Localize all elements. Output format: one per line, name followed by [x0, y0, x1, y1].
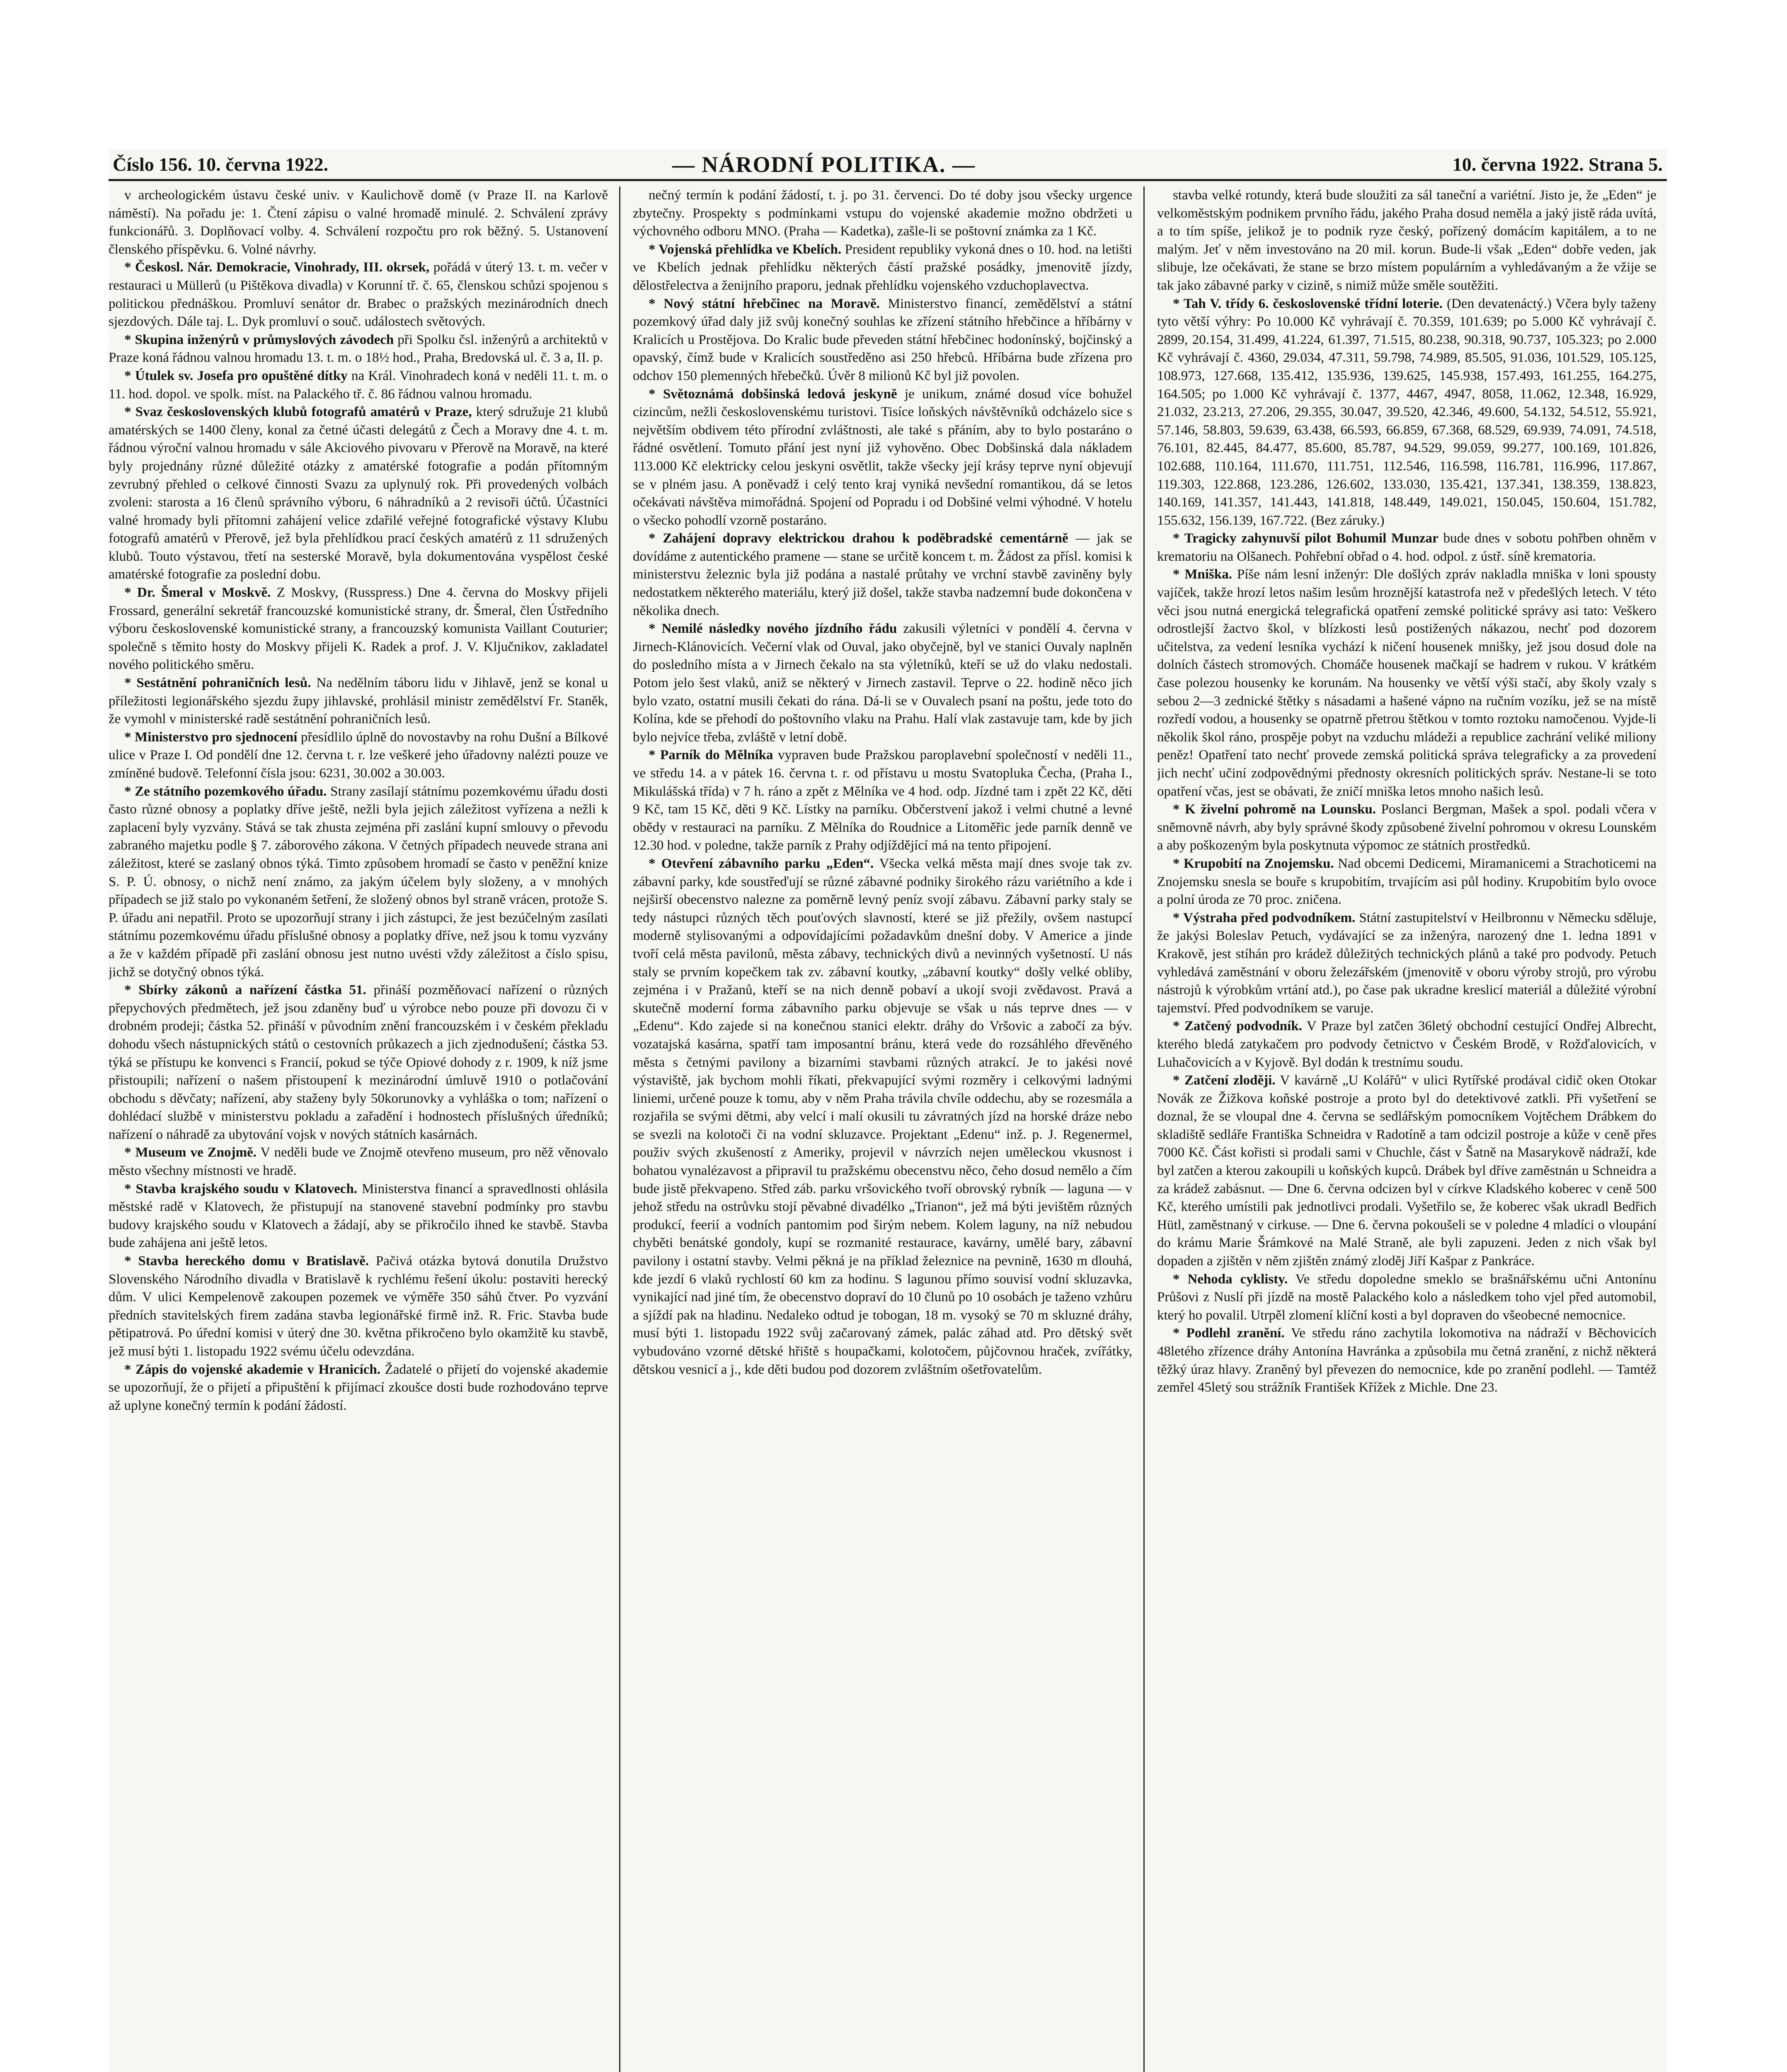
news-item-heading: * Podlehl zranění. [1173, 1326, 1285, 1341]
news-item-text: Ministerstva financí a spravedlnosti ohlásila městské radě v Klatovech, že přistupují na stanovené stavební podmínky pro stavbu budovy krajského soudu v Klatovech a žádají, aby se přikročilo ihned ke stavbě. Stavba bude zahájena ani ještě letos. [109, 1181, 608, 1251]
news-item [633, 295, 1132, 385]
news-item [109, 729, 608, 783]
news-item-text: je unikum, známé dosud více bohužel cizincům, nežli československému turistovi. Tisíce loňských návštěvníků odcházelo sice s největším obdivem této přírodní zvláštnosti, ale také s přáním, aby to bylo postaráno o řádné osvětlení. Tomuto přání jest nyní již vyhověno. Obec Dobšinská dala nákladem 113.000 Kč elektricky celou jeskyni osvětlit, takže všecky její krásy teprve nyní objevují se v plném jasu. A poněvadž i celý tento kraj vyniká nevšední romantikou, dá se letos očekávati návštěva mimořádná. Spojení od Popradu i od Dobšiné velmi výhodné. V hotelu o všecko pohodlí vzorně postaráno. [633, 386, 1132, 528]
news-item-text: bude dnes v sobotu pohřben ohněm v krematoriu na Olšanech. Pohřební obřad o 4. hod. odpol. z ústř. síně krematoria. [1157, 531, 1656, 564]
news-item-text: přesídlilo úplně do novostavby na rohu Dušní a Bílkové ulice v Praze I. Od pondělí dne 12. června t. r. lze veškeré jeho úřadovny nalézti pouze ve zmíněné budově. Telefonní čísla jsou: 6231, 30.002 a 30.003. [109, 729, 608, 781]
news-item [109, 1361, 608, 1415]
newspaper-page [109, 149, 1667, 2072]
news-item [109, 1144, 608, 1180]
news-item-heading: * Českosl. Nár. Demokracie, Vinohrady, III. okrsek, [124, 260, 430, 275]
news-item-heading: * Světoznámá dobšinská ledová jeskyně [649, 386, 897, 402]
news-item-heading: * Zahájení dopravy elektrickou drahou k poděbradské cementárně [649, 531, 1068, 546]
news-item-heading: * Sestátnění pohraničních lesů. [124, 675, 311, 691]
news-item [109, 367, 608, 403]
news-item-text: na Král. Vinohradech koná v neděli 11. t. m. o 11. hod. dopol. ve spolk. míst. na Palackého tř. č. 86 řádnou valnou hromadu. [109, 368, 608, 402]
news-item [109, 1180, 608, 1252]
news-item-heading: * Museum ve Znojmě. [124, 1145, 257, 1160]
column-2 [633, 186, 1132, 2072]
news-item-text: Nad obcemi Dedicemi, Miramanicemi a Strachoticemi na Znojemsku snesla se bouře s krupobitím, trvajícím asi půl hodiny. Krupobitím bylo ovoce a polní úroda ze 70 proc. zničena. [1157, 856, 1656, 908]
news-item-heading: * Výstraha před podvodníkem. [1173, 910, 1356, 925]
news-item-text: — jak se dovídáme z autentického pramene — stane se určitě koncem t. m. Žádost za přísl. komisi k ministerstvu železnic byla již podána a nastalé průtahy ve vrchní stavbě zaviněny byly nedostatkem některého materiálu, který již došel, takže stavba nadzemní bude dokončena v několika dnech. [633, 531, 1132, 618]
news-item [109, 259, 608, 331]
news-item [1157, 530, 1656, 566]
news-item [633, 186, 1132, 241]
news-item-text: President republiky vykoná dnes o 10. hod. na letišti ve Kbelích jednak přehlídku některých částí pražské posádky, jmenovitě jízdy, dělostřelectva a ženijního praporu, jednak přehlídku vojenského vzduchoplavectva. [633, 242, 1132, 293]
news-item [1157, 1271, 1656, 1325]
news-item [1157, 566, 1656, 801]
news-item-heading: * Parník do Mělníka [649, 748, 773, 763]
news-item-text: (Den devatenáctý.) Včera byly taženy tyto větší výhry: Po 10.000 Kč vyhrávají č. 70.359, 101.639; po 5.000 Kč vyhrávají č. 2899, 20.154, 31.499, 41.224, 61.397, 71.515, 80.238, 90.318, 90.737, 105.323; po 2.000 Kč vyhrávají č. 4360, 29.034, 47.311, 59.798, 74.989, 85.505, 91.036, 101.529, 105.125, 108.973, 127.668, 135.412, 135.936, 139.625, 145.938, 157.493, 161.255, 164.275, 164.505; po 1.000 Kč vyhrávají č. 1377, 4467, 4947, 8058, 11.062, 12.348, 16.929, 21.032, 23.213, 27.206, 29.355, 30.047, 39.520, 42.346, 49.600, 54.132, 54.512, 55.921, 57.146, 58.803, 59.639, 63.438, 66.593, 66.859, 67.368, 68.529, 69.939, 74.091, 74.518, 76.101, 82.445, 84.477, 85.600, 85.787, 94.529, 99.059, 99.277, 100.169, 101.826, 102.688, 110.164, 111.670, 111.751, 112.546, 116.598, 116.781, 116.996, 117.867, 119.303, 122.868, 123.286, 126.602, 133.030, 135.421, 137.341, 138.359, 138.823, 140.169, 141.357, 141.443, 141.818, 148.449, 149.021, 150.045, 150.604, 151.782, 155.632, 156.139, 167.722. (Bez záruky.) [1157, 296, 1656, 528]
news-item-heading: * Nový státní hřebčinec na Moravě. [649, 296, 880, 311]
news-item-heading: * Mniška. [1173, 567, 1232, 582]
header-rule [109, 179, 1667, 181]
page-header [109, 149, 1667, 182]
news-item-heading: * Skupina inženýrů v průmyslových závodech [124, 332, 394, 347]
news-item [1157, 1072, 1656, 1271]
news-item [633, 746, 1132, 855]
news-item-text: při Spolku čsl. inženýrů a architektů v Praze koná řádnou valnou hromadu 13. t. m. o 18½ hod., Praha, Bredovská ul. č. 3 a, II. p. [109, 332, 608, 366]
news-item [109, 1252, 608, 1361]
column-1 [109, 186, 608, 2072]
news-item-heading: * Ze státního pozemkového úřadu. [124, 784, 327, 799]
news-item-text: vypraven bude Pražskou paroplavební společností v neděli 11., ve středu 14. a v pátek 16. června t. r. od přístavu u mostu Svatopluka Čecha, (Praha I., Mikulášská třída) v 7 h. ráno a zpět z Mělníka ve 4 hod. odp. Jízdné tam i zpět 22 Kč, děti 9 Kč, tam 15 Kč, děti 9 Kč. Lístky na parníku. Občerstvení jakož i velmi chutné a levné obědy v restauraci na parníku. Z Mělníka do Roudnice a Litoměřic jede parník denně ve 12.30 hod. v poledne, takže parník z Prahy odjíždějící má na tento připojení. [633, 748, 1132, 853]
news-item [109, 331, 608, 367]
news-item [109, 981, 608, 1144]
date-page-number: 10. června 1922. Strana 5. [1452, 154, 1663, 175]
news-item-text: Státní zastupitelství v Heilbronnu v Německu sděluje, že jakýsi Boleslav Petuch, vydávající se za inženýra, narozený dne 1. ledna 1891 v Krakově, jest stíhán pro krádež důležitých technických plánů a také pro podvody. Petuch vyhledává zaměstnání v oboru železářském (jmenovitě v oboru výroby strojů, pro výrobu nástrojů k výrobkům vrtání atd.), po čase pak ukradne kreslicí materiál a důležité výrobní tajemství. Před podvodníkem se varuje. [1157, 910, 1656, 1016]
news-item-text: V kavárně „U Kolářů“ v ulici Rytířské prodával cidič oken Otokar Novák ze Žižkova koňské postroje a proto byl do detektivové zatkli. Při vyšetření se doznal, že se vloupal dne 4. června se sedlářským pomocníkem Vojtěchem Drábkem do skladiště sedláře Františka Schneidra v Radotíně a tam odcizil postroje a kůže v ceně přes 7000 Kč. Část kořisti si prodali sami v Chuchle, část v Šatně na Masarykově nádraží, kde byl zatčen a kterou zakoupili u koňských kupců. Drábek byl dříve zaměstnán u Schneidra a za krádež zabásnut. — Dne 6. června odcizen byl v církve Kladského koberec v ceně 500 Kč, kterého umístili pak jednotlivci prodali. Vyšetřilo se, že koberec však ukradl Bedřich Hütl, zaměstnaný v cirkuse. — Dne 6. června pokoušeli se v poledne 4 mladíci o vloupání do krámu Marie Šrámkové na Malé Straně, ale byli zapuzeni. Jeden z nich však byl dopaden a zjištěn v něm zjištěn známý zloděj Jiří Kašpar z Pankráce. [1157, 1073, 1656, 1269]
news-item [1157, 855, 1656, 909]
news-item [1157, 295, 1656, 530]
news-item [1157, 186, 1656, 295]
news-item-text: přináší pozměňovací nařízení o různých přepychových předmětech, jež jsou zdaněny buď u výrobce nebo pouze při dovozu či v drobném prodeji; částka 52. přináší v původním znění francouzském i v českém překladu dohodu všech nástupnických států o cestovních průkazech a jich zjednodušení; částka 53. týká se přístupu ke konvenci s Francií, pokud se týče Opiové dohody z r. 1909, k níž jsme přistoupili; nařízení o našem přistoupení k mezinárodní úmluvě 1910 o potlačování obchodu s děvčaty; nařízení, aby staženy byly 50korunovky a vyhláška o tom; nařízení o dohlédací službě v ministerstvu pokladu a zařadění i hodnostech příslušných úředníků; nařízení o náhradě za ubytování vojsk v nových státních kasárnách. [109, 983, 608, 1142]
news-item-text: nečný termín k podání žádostí, t. j. po 31. červenci. Do té doby jsou všecky urgence zbytečny. Prospekty s podmínkami vstupu do vojenské akademie možno obdržeti u výchovného odboru MNO. (Praha — Kadetka), zašle-li se poštovní známka za 1 Kč. [633, 188, 1132, 239]
news-item [633, 385, 1132, 530]
news-item-text: který sdružuje 21 klubů amatérských se 1400 členy, konal za četné účasti delegátů z Čech a Moravy dne 4. t. m. řádnou výroční valnou hromadu v sále Akciového pivovaru v Přerově na Moravě, na které byly projednány různé důležité otázky z amatérské fotografie a podán přítomným zevrubný přehled o celkové činnosti Svazu za uplynulý rok. Při provedených volbách zvoleni: starosta a 16 členů správního výboru, 6 náhradníků a 2 revisoři účtů. Účastníci valné hromady byli přítomni zahájení velice zdařilé veřejné fotografické výstavy Klubu fotografů amatérů v Přerově, jež byla přehlídkou prací českých amatérů z 11 sdružených klubů. Touto výstavou, třetí na sesterské Moravě, byla dokumentována vyspělost české amatérské fotografie za poslední dobu. [109, 404, 608, 582]
news-item [1157, 1017, 1656, 1072]
news-item-text: V neděli bude ve Znojmě otevřeno museum, pro něž věnovalo město všechny místnosti ve hradě. [109, 1145, 608, 1179]
news-item-heading: * Tragicky zahynuvší pilot Bohumil Munzar [1173, 531, 1438, 546]
news-item-text: pořádá v úterý 13. t. m. večer v restauraci u Müllerů (u Pištěkova divadla) v Korunní tř. č. 65, členskou schůzi spojenou s politickou přednáškou. Promluví senátor dr. Brabec o pražských mezinárodních dnech sjezdových. Dále taj. L. Dyk promluví o souč. událostech světových. [109, 260, 608, 329]
news-item-text: Pačivá otázka bytová donutila Družstvo Slovenského Národního divadla v Bratislavě k rychlému řešení úkolu: postaviti herecký dům. V ulici Kempelenově zakoupen pozemek ve výměře 350 sáhů čtver. Po vyzvání předních stavitelských firem zadána stavba legionářské firmě inž. R. Fric. Stavba bude pětipatrová. Po úřední komisi v úterý dne 30. května přikročeno bylo okamžitě ku stavbě, jež musí býti 1. listopadu 1922 svému účelu odevzdána. [109, 1254, 608, 1359]
news-item [633, 620, 1132, 746]
news-item-heading: * Zatčení zloději. [1173, 1073, 1276, 1088]
article-columns [109, 186, 1667, 2072]
news-item-text: Na nedělním táboru lidu v Jihlavě, jenž se konal u příležitosti legionářského sjezdu župy jihlavské, prohlásil ministr zemědělství Fr. Staněk, že vymohl v ministerské radě sestátnění pohraničních lesů. [109, 675, 608, 727]
news-item-heading: * Nehoda cyklisty. [1173, 1271, 1288, 1287]
column-divider [1143, 186, 1145, 2072]
news-item [1157, 801, 1656, 855]
news-item-heading: * Zatčený podvodník. [1173, 1019, 1302, 1034]
news-item [109, 674, 608, 729]
news-item-text: zakusili výletníci v pondělí 4. června v Jirnech-Klánovicích. Večerní vlak od Ouval, jako obyčejně, byl ve stanici Ouvaly naplněn do posledního místa a v Jirnech čekalo na sta výletníků, kteří se už do vlaku nedostali. Potom jelo šest vlaků, aniž se některý v Jirnech zastavil. Teprve o 22. hodině něco jich bylo vzato, ostatní musili čekati do rána. Dá-li se v Ouvalech psaní na poštu, jede toto do Kolína, kde se přehodí do poštovního vlaku na Prahu. Halí vlak zastavuje tam, kde by jich bylo nejvíce třeba, zvláště v letní době. [633, 621, 1132, 745]
news-item-heading: * Dr. Šmeral v Moskvě. [124, 585, 271, 600]
news-item-heading: * Stavba krajského soudu v Klatovech. [124, 1181, 358, 1196]
news-item-heading: * Krupobití na Znojemsku. [1173, 856, 1334, 871]
column-3 [1157, 186, 1656, 2072]
news-item [109, 584, 608, 674]
news-item-heading: * Stavba hereckého domu v Bratislavě. [124, 1254, 369, 1269]
news-item-heading: * Útulek sv. Josefa pro opuštěné dítky [124, 368, 348, 383]
news-item [1157, 909, 1656, 1018]
news-item-text: Ministerstvo financí, zemědělství a státní pozemkový úřad daly již svůj konečný souhlas ke zřízení státního hřebčince a hříbárny v Kralicích u Prostějova. Do Kralic bude převeden státní hřebčinec hodonínský, bojčinský a opavský, čímž bude v Kralicích soustředěno asi 250 hřebců. Hříbárna bude zřízena pro odchov 150 plemenných hřebečků. Úvěr 8 milionů Kč byl již povolen. [633, 296, 1132, 383]
news-item-text: Žadatelé o přijetí do vojenské akademie se upozorňují, že o přijetí a připuštění k přijímací zkoušce dosti bude rozhodováno teprve až uplyne konečný termín k podání žádostí. [109, 1362, 608, 1413]
column-divider [619, 186, 620, 2072]
news-item-text: stavba velké rotundy, která bude sloužiti za sál taneční a variétní. Jisto je, že „Eden“ je velkoměstským podnikem prvního řádu, jakého Praha dosud neměla a jaký jistě ráda uvítá, a to tím spíše, jelikož je to podnik ryze český, pořízený domácím kapitálem, a to ne malým. Jeť v něm investováno na 20 mil. korun. Bude-li však „Eden“ dobře veden, jak slibuje, lze očekávati, že stane se brzo místem populárním a vyhledávaným a že vžije se tak jako zábavné parky v cizině, s nimiž může směle soutěžiti. [1157, 188, 1656, 293]
news-item [109, 186, 608, 259]
news-item [1157, 1324, 1656, 1397]
news-item-heading: * Otevření zábavního parku „Eden“. [649, 856, 874, 871]
news-item-text: Ve středu ráno zachytila lokomotiva na nádraží v Běchovicích 48letého zřízence dráhy Antonína Havránka a způsobila mu četná zranění, z nichž některá těžký úraz hlavy. Zraněný byl převezen do nemocnice, kde po zranění podlehl. — Tamtéž zemřel 45letý sou strážník František Křížek z Michle. Dne 23. [1157, 1326, 1656, 1395]
news-item-heading: * K živelní pohromě na Lounsku. [1173, 802, 1376, 817]
news-item-text: Strany zasílají státnímu pozemkovému úřadu dosti často různé obnosy a poplatky dříve ještě, nežli byla jejich záležitost vyřízena a nežli k zaplacení byly vyzvány. Stává se tak zhusta zejména při zaslání kupní smlouvy o převodu zabraného majetku podle § 7. záborového zákona. V četných případech neuvede strana ani záležitost, které se zaslaný obnos týká. Timto způsobem hromadí se často v peněžní knize S. P. Ú. obnosy, o nichž není známo, za jakým účelem byly složeny, a v mnohých případech se již stalo po vykonaném šetření, že složený obnos byl straně vrácen, protože S. P. úřadu ani nepatřil. Proto se upozorňují strany i jich zástupci, že jest bezúčelným zasílati státnímu pozemkovému úřadu příslušné obnosy a poplatky dříve, než jsou k tomu vyzvány a že v každém případě při zaslání obnosu jest nutno uvésti vždy záležitost a číslo spisu, jichž se dotyčný obnos týká. [109, 784, 608, 980]
news-item-heading: * Zápis do vojenské akademie v Hranicích. [124, 1362, 380, 1377]
news-item-heading: * Sbírky zákonů a nařízení částka 51. [124, 983, 366, 998]
news-item-heading: * Ministerstvo pro sjednocení [124, 729, 298, 745]
news-item-heading: * Vojenská přehlídka ve Kbelích. [649, 242, 842, 257]
masthead-title: — NÁRODNÍ POLITIKA. — [672, 152, 976, 177]
news-item-heading: * Nemilé následky nového jízdního řádu [649, 621, 897, 637]
news-item-text: V Praze byl zatčen 36letý obchodní cestující Ondřej Albrecht, kterého bledá zatykačem pro podvody četnictvo v Českém Brodě, v Rožďalovicích, v Luhačovicích a v Kyjově. Byl dodán k trestnímu soudu. [1157, 1019, 1656, 1070]
news-item [109, 783, 608, 982]
news-item [633, 241, 1132, 295]
news-item-text: Poslanci Bergman, Mašek a spol. podali včera v sněmovně návrh, aby byly správné škody způsobené živelní pohromou v okresu Lounském a aby poškozeným byla poskytnuta výpomoc ze státních prostředků. [1157, 802, 1656, 853]
news-item-heading: * Svaz československých klubů fotografů amatérů v Praze, [124, 404, 472, 420]
news-item-text: Ve středu dopoledne smeklo se brašnářskému učni Antonínu Průšovi z Nuslí při jízdě na mostě Palackého kolo a následkem toho vjel před automobil, který ho povalil. Utrpěl zlomení klíční kosti a byl dopraven do všeobecné nemocnice. [1157, 1271, 1656, 1323]
news-item-text: Píše nám lesní inženýr: Dle došlých zpráv nakladla mniška v loni spousty vajíček, takže hrozí letos našim lesům hroznější katastrofa než v předešlých letech. V této věci jsou nutná energická telegrafická opatření zemské politické správy asi tato: Veškero odrostlejší žactvo škol, v blízkosti lesů postižených nákazou, nechť pod dozorem učitelstva, za vedení lesníka vychází k ničení housenek mnišky, jež jsou dosud dole na dolních částech stromových. Chomáče housenek mačkají se hadrem v rukou. V krátkém čase polezou housenky ke korunám. Na housenky ve větší výši stačí, aby školy vzaly s sebou 2—3 zednické štětky s násadami a hašené vápno na ručním vozíku, jež se na místě rozředí vodou, a housenky se opatrně přetrou štětkou v tomto roztoku namočenou. Vyjde-li několik škol ráno, prospěje pobyt na vzduchu mládeži a republice zachrání veliké miliony peněz! Opatření tato nechť provede zemská politická správa telegraficky a za provedení jich nechť učiní zodpovědnými přednosty okresních politických správ. Nestane-li se toto opatření včas, jest se obávati, že zničí mniška letos mnoho našich lesů. [1157, 567, 1656, 799]
issue-number-date: Číslo 156. 10. června 1922. [113, 154, 329, 175]
news-item-text: v archeologickém ústavu české univ. v Kaulichově domě (v Praze II. na Karlově náměstí). Na pořadu je: 1. Čtení zápisu o valné hromadě minulé. 2. Schválení zprávy funkcionářů. 3. Doplňovací volby. 4. Schválení rozpočtu pro rok běžný. 5. Ustanovení členského příspěvku. 6. Volné návrhy. [109, 188, 608, 257]
news-item [109, 403, 608, 584]
news-item-heading: * Tah V. třídy 6. československé třídní loterie. [1173, 296, 1443, 311]
news-item-text: Z Moskvy, (Russpress.) Dne 4. června do Moskvy přijeli Frossard, generální sekretář francouzské komunistické strany, dr. Šmeral, člen Ústředního výboru československé komunistické strany, a francouzský komunista Vaillant Couturier; společně s těmito hosty do Moskvy přijeli K. Radek a prof. J. V. Ključnikov, zakladatel nového politického směru. [109, 585, 608, 673]
news-item-text: Všecka velká města mají dnes svoje tak zv. zábavní parky, kde soustřeďují se různé zábavné podniky širokého rázu variétního a kde i nejširší obecenstvo nalezne za poměrně levný peníz svojí zábavu. Zábavní parky staly se tedy nástupci různých těch pouťových slavností, které se již přežily, ovšem nastupcí moderně stylisovanými a odpovídajícími požadavkům dnešní doby. V Americe a jinde tvoří celá města pavilonů, města zábavy, technických divů a nevinných vyšetností. U nás staly se prvním kopečkem tak zv. zábavní koutky, „zábavní koutky“ došly velké obliby, zejména i v Pražanů, kteří se na nich denně pobaví a ukojí svoji zvědavost. Pravá a skutečně moderní forma zábavního parku objevuje se však u nás teprve dnes — v „Edenu“. Kdo zajede si na konečnou stanici elektr. dráhy do Vršovic a zabočí za býv. vozatajská kasárna, spatří tam imposantní bránu, která vede do rozsáhlého dřevěného města s četnými pavilony a bizarními stavbami různých atrakcí. Je to jakési nové výstaviště, jak bychom mohli říkati, překvapující svými rozměry i celkovými ladnými liniemi, určené pouze k tomu, aby v něm Praha trávila chvíle oddechu, aby se rozesmála a rozjařila se svými dětmi, aby velcí i malí okusili tu závratných jízd na horské dráze nebo se svezli na kolotoči či na vodní skluzavce. Projektant „Edenu“ inž. p. J. Regenermel, použiv svých zkušeností z Ameriky, projevil v návrzích nejen uměleckou vkusnost i bohatou vynalézavost a připravil tu pražskému obecenstvu něco, čeho dosud nemělo a čím bude jistě překvapeno. Střed záb. parku vršovického tvoří obrovský rybník — laguna — v jehož středu na ostrůvku stojí pěvabné divadélko „Trianon“, jež má býti jevištěm různých produkcí, feerií a vodních pantomim pod širým nebem. Kolem laguny, na níž nebudou chyběti benátské gondoly, kupí se rozmanité restaurace, kavárny, umělé bary, zábavní pavilony i ostatní stavby. Velmi pěkná je na příklad železnice na pevnině, 1630 m dlouhá, kde jezdí 6 vlaků rychlostí 60 km za hodinu. S lagunou přímo souvisí vodní skluzavka, vynikající nad jiné tím, že obecenstvo dopraví do 10 člunů po 10 osobách je taženo vzhůru a sjíždí pak na hladinu. Nedaleko odtud je tobogan, 18 m. vysoký se 70 m skluzné dráhy, musí býti 1. listopadu 1922 svůj začarovaný zámek, palác záhad atd. Pro dětský svět vybudováno vzorné dětské hřiště s houpačkami, kolotočem, půjčovnou hraček, zvířátky, dětskou vesnicí a j., kde děti budou pod dozorem zvláštním ošetřovatelům. [633, 856, 1132, 1377]
news-item [633, 530, 1132, 620]
news-item [633, 855, 1132, 1379]
